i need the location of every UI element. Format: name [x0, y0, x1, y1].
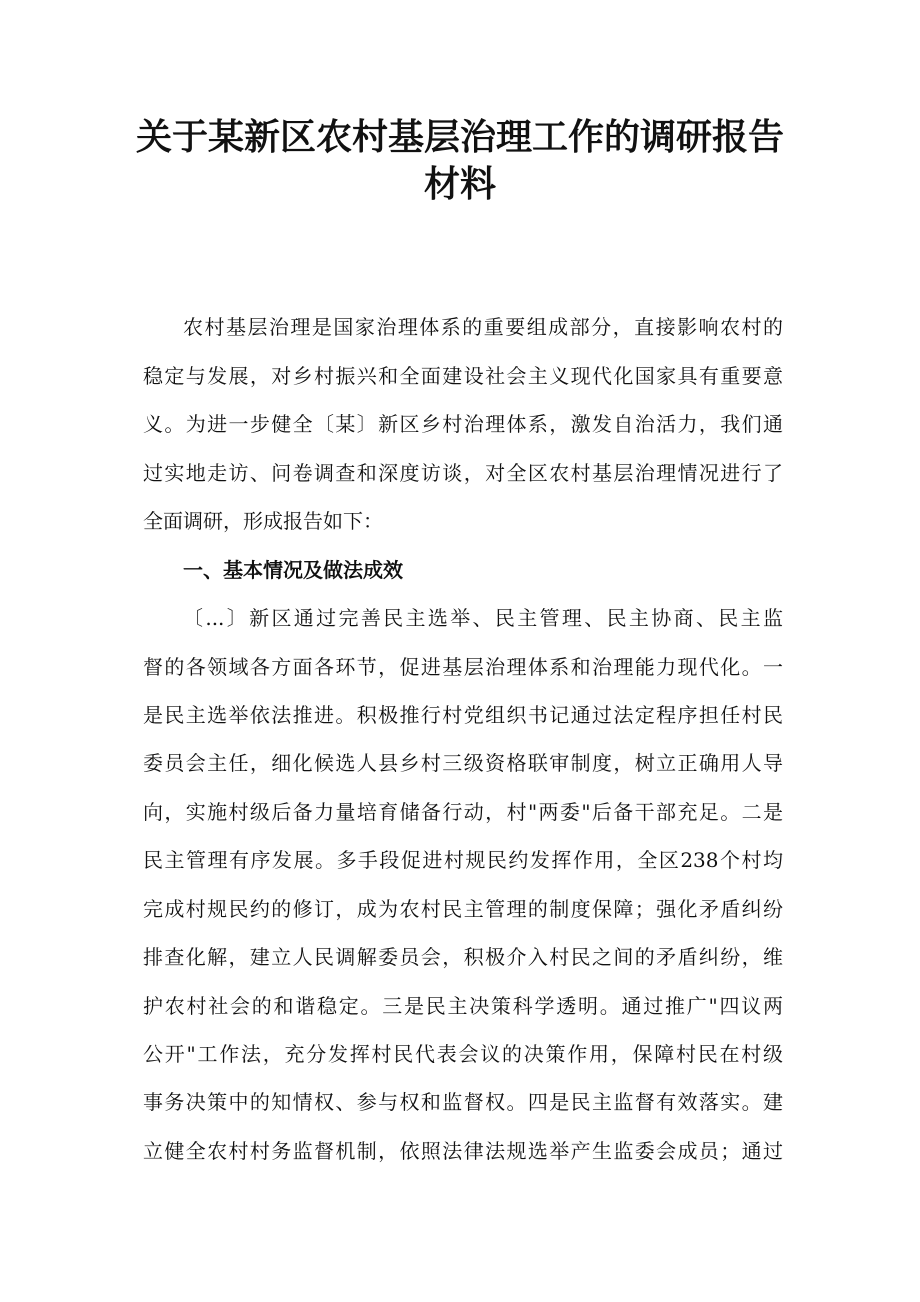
document-title-line-2: 材料	[423, 163, 496, 205]
paragraph-line: 〔...〕新区通过完善民主选举、民主管理、民主协商、民主监	[183, 606, 783, 630]
paragraph-line: 义。为进一步健全〔某〕新区乡村治理体系，激发自治活力，我们通	[143, 412, 783, 436]
paragraph-line: 农村基层治理是国家治理体系的重要组成部分，直接影响农村的	[183, 315, 783, 339]
paragraph-line: 全面调研，形成报告如下：	[143, 509, 383, 533]
paragraph-line: 委员会主任，细化候选人县乡村三级资格联审制度，树立正确用人导	[143, 751, 783, 775]
paragraph-line: 公开"工作法，充分发挥村民代表会议的决策作用，保障村民在村级	[143, 1042, 783, 1066]
paragraph-line: 护农村社会的和谐稳定。三是民主决策科学透明。通过推广"四议两	[143, 994, 783, 1018]
paragraph-line: 立健全农村村务监督机制，依照法律法规选举产生监委会成员；通过	[143, 1139, 783, 1163]
section-heading: 一、基本情况及做法成效	[183, 558, 403, 582]
paragraph-line: 督的各领域各方面各环节，促进基层治理体系和治理能力现代化。一	[143, 655, 783, 679]
document-title-line-1: 关于某新区农村基层治理工作的调研报告	[135, 116, 784, 158]
paragraph-line: 过实地走访、问卷调查和深度访谈，对全区农村基层治理情况进行了	[143, 461, 783, 485]
paragraph-line: 稳定与发展，对乡村振兴和全面建设社会主义现代化国家具有重要意	[143, 364, 783, 388]
paragraph-line: 事务决策中的知情权、参与权和监督权。四是民主监督有效落实。建	[143, 1090, 783, 1114]
paragraph-line: 排查化解，建立人民调解委员会，积极介入村民之间的矛盾纠纷，维	[143, 945, 783, 969]
paragraph-line: 向，实施村级后备力量培育储备行动，村"两委"后备干部充足。二是	[143, 800, 783, 824]
paragraph-line: 是民主选举依法推进。积极推行村党组织书记通过法定程序担任村民	[143, 703, 783, 727]
paragraph-line: 民主管理有序发展。多手段促进村规民约发挥作用，全区238个村均	[143, 848, 783, 872]
paragraph-line: 完成村规民约的修订，成为农村民主管理的制度保障；强化矛盾纠纷	[143, 897, 783, 921]
